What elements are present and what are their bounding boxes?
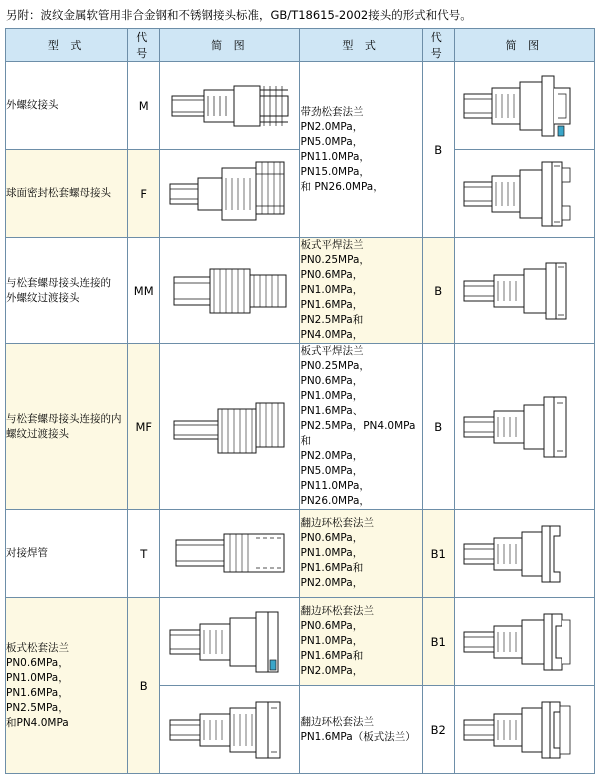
header-figure-left: 简 图 bbox=[160, 29, 300, 62]
table-row bbox=[6, 238, 595, 344]
left-row-0-figure bbox=[160, 62, 300, 150]
table-row bbox=[6, 510, 595, 598]
left-row-1-code: F bbox=[128, 150, 160, 238]
table-header bbox=[6, 29, 595, 62]
left-row-3-figure bbox=[160, 344, 300, 510]
left-row-5-figure-b bbox=[160, 686, 300, 774]
right-row-2-code: B bbox=[422, 344, 454, 510]
right-row-1-figure bbox=[454, 238, 594, 344]
header-type-right: 型 式 bbox=[300, 29, 422, 62]
right-row-4-code: B2 bbox=[422, 686, 454, 774]
right-row-3-figure bbox=[454, 510, 594, 598]
left-row-4-code: T bbox=[128, 510, 160, 598]
left-row-3-code: MF bbox=[128, 344, 160, 510]
right-row-3b-name: 翻边环松套法兰 PN0.6MPa，PN1.0MPa， PN1.6MPa和PN2.0MPa， bbox=[300, 598, 422, 686]
header-figure-right: 简 图 bbox=[454, 29, 594, 62]
table-body bbox=[6, 62, 595, 774]
left-row-0-code: M bbox=[128, 62, 160, 150]
table-row bbox=[6, 62, 595, 150]
left-row-1-name: 球面密封松套螺母接头 bbox=[6, 150, 128, 238]
right-row-0-figure bbox=[454, 62, 594, 150]
right-row-0-code: B bbox=[422, 62, 454, 238]
header-code-left: 代 号 bbox=[128, 29, 160, 62]
header-type-left: 型 式 bbox=[6, 29, 128, 62]
fitting-types-table bbox=[5, 28, 595, 774]
right-row-3-code: B1 bbox=[422, 510, 454, 598]
left-row-5-name: 板式松套法兰 PN0.6MPa，PN1.0MPa， PN1.6MPa，PN2.5MPa， 和PN4.0MPa bbox=[6, 598, 128, 774]
right-row-1-name: 板式平焊法兰 PN0.25MPa，PN0.6MPa， PN1.0MPa，PN1.6MPa， PN2.5MPa和PN4.0MPa， bbox=[300, 238, 422, 344]
left-row-1-figure bbox=[160, 150, 300, 238]
left-row-5-figure bbox=[160, 598, 300, 686]
right-row-3b-code: B1 bbox=[422, 598, 454, 686]
left-row-4-name: 对接焊管 bbox=[6, 510, 128, 598]
header-code-right: 代 号 bbox=[422, 29, 454, 62]
right-row-4-name: 翻边环松套法兰 PN1.6MPa（板式法兰） bbox=[300, 686, 422, 774]
left-row-4-figure bbox=[160, 510, 300, 598]
right-row-4-figure bbox=[454, 686, 594, 774]
left-row-5-code: B bbox=[128, 598, 160, 774]
page-title: 另附：波纹金属软管用非合金钢和不锈钢接头标准，GB/T18615-2002接头的形式和代号。 bbox=[6, 8, 472, 22]
left-row-0-name: 外螺纹接头 bbox=[6, 62, 128, 150]
left-row-2-code: MM bbox=[128, 238, 160, 344]
right-row-2-name: 板式平焊法兰 PN0.25MPa，PN0.6MPa， PN1.0MPa，PN1.6MPa、 PN2.5MPa，PN4.0MPa和 PN2.0MPa，PN5.0MPa， PN11.0MPa，PN26.0MPa， bbox=[300, 344, 422, 510]
right-row-3-name: 翻边环松套法兰 PN0.6MPa，PN1.0MPa， PN1.6MPa和PN2.0MPa， bbox=[300, 510, 422, 598]
right-row-0-name: 带劲松套法兰 PN2.0MPa， PN5.0MPa， PN11.0MPa，PN15.0MPa， 和 PN26.0MPa， bbox=[300, 62, 422, 238]
table-row bbox=[6, 598, 595, 686]
right-row-2-figure bbox=[454, 344, 594, 510]
table-row bbox=[6, 344, 595, 510]
right-row-3b-figure bbox=[454, 598, 594, 686]
right-row-1-code: B bbox=[422, 238, 454, 344]
left-row-3-name: 与松套螺母接头连接的内 螺纹过渡接头 bbox=[6, 344, 128, 510]
right-row-0-figure-b bbox=[454, 150, 594, 238]
left-row-2-name: 与松套螺母接头连接的 外螺纹过渡接头 bbox=[6, 238, 128, 344]
left-row-2-figure bbox=[160, 238, 300, 344]
